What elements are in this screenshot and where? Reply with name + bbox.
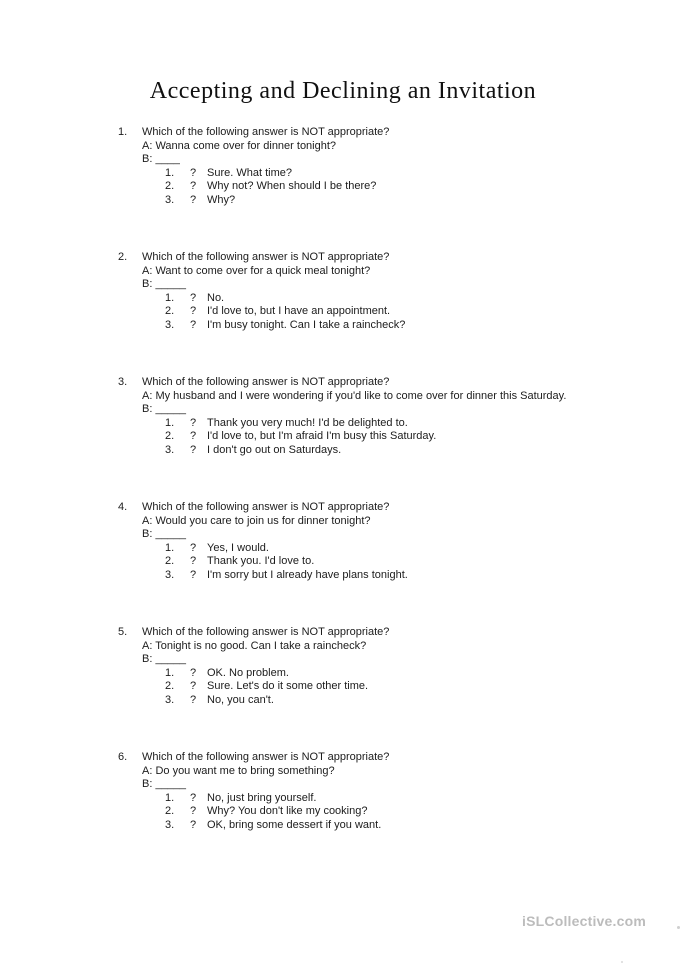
- answer-option: [165, 694, 646, 708]
- answer-option: [165, 292, 646, 306]
- option-text: Why? You don't like my cooking?: [207, 805, 368, 817]
- option-number: 2.: [165, 305, 175, 317]
- answer-option: [165, 305, 646, 319]
- option-number: 3.: [165, 568, 175, 581]
- option-text: No, just bring yourself.: [207, 791, 317, 804]
- question-body: [142, 126, 646, 207]
- option-text: OK, bring some dessert if you want.: [207, 818, 382, 831]
- option-number: 3.: [165, 818, 175, 831]
- question-block-6: [118, 751, 646, 832]
- question-number: 6.: [118, 751, 128, 763]
- option-text: OK. No problem.: [207, 666, 289, 679]
- dialogue-line-a: A: Tonight is no good. Can I take a raincheck?: [142, 639, 367, 652]
- dialogue-line-a: A: Want to come over for a quick meal tonight?: [142, 264, 371, 277]
- option-marker: ?: [190, 818, 197, 831]
- option-marker: ?: [190, 693, 197, 706]
- option-text: Thank you. I'd love to.: [207, 555, 315, 567]
- answer-option: [165, 430, 646, 444]
- answer-option: [165, 667, 646, 681]
- option-text: Thank you very much! I'd be delighted to.: [207, 416, 408, 429]
- option-number: 3.: [165, 443, 175, 456]
- dialogue-line-b: B: _____: [142, 528, 187, 540]
- answer-option: [165, 194, 646, 208]
- option-marker: ?: [190, 555, 197, 567]
- option-marker: ?: [190, 666, 197, 679]
- option-number: 2.: [165, 180, 175, 192]
- answer-option: [165, 569, 646, 583]
- option-marker: ?: [190, 180, 197, 192]
- option-marker: ?: [190, 318, 197, 331]
- option-number: 1.: [165, 541, 175, 554]
- answer-option: [165, 167, 646, 181]
- question-number: 3.: [118, 376, 128, 388]
- dialogue-line-b: B: ____: [142, 153, 180, 165]
- option-marker: ?: [190, 568, 197, 581]
- answer-option: [165, 555, 646, 569]
- worksheet-title: Accepting and Declining an Invitation: [149, 78, 537, 104]
- option-number: 3.: [165, 193, 175, 206]
- question-list: [118, 126, 646, 832]
- option-number: 1.: [165, 791, 175, 804]
- option-number: 3.: [165, 693, 175, 706]
- question-body: [142, 251, 646, 332]
- answer-option: [165, 819, 646, 833]
- dialogue-line-a: A: Do you want me to bring something?: [142, 764, 335, 777]
- question-prompt: Which of the following answer is NOT appropriate?: [142, 251, 390, 263]
- option-marker: ?: [190, 805, 197, 817]
- option-number: 1.: [165, 291, 175, 304]
- option-marker: ?: [190, 166, 197, 179]
- answer-option: [165, 417, 646, 431]
- option-text: Yes, I would.: [207, 541, 269, 554]
- option-text: No.: [207, 291, 225, 304]
- islcollective-watermark: iSLCollective.com: [522, 913, 646, 929]
- dialogue-line-a: A: Would you care to join us for dinner tonight?: [142, 514, 371, 527]
- speck-dot: [621, 961, 623, 963]
- dialogue-line-b: B: _____: [142, 778, 187, 790]
- question-number: 2.: [118, 251, 128, 263]
- speck-dot: [677, 926, 680, 929]
- dialogue-line-a: A: My husband and I were wondering if you'd like to come over for dinner this Saturday.: [142, 389, 567, 402]
- option-marker: ?: [190, 305, 197, 317]
- option-number: 2.: [165, 555, 175, 567]
- option-text: Sure. Let's do it some other time.: [207, 680, 369, 692]
- question-block-2: [118, 251, 646, 332]
- option-marker: ?: [190, 443, 197, 456]
- question-prompt: Which of the following answer is NOT appropriate?: [142, 376, 390, 388]
- answer-option: [165, 805, 646, 819]
- option-text: I'd love to, but I'm afraid I'm busy this Saturday.: [207, 430, 437, 442]
- option-text: I'm busy tonight. Can I take a raincheck?: [207, 318, 406, 331]
- question-body: [142, 751, 646, 832]
- option-number: 3.: [165, 318, 175, 331]
- question-prompt: Which of the following answer is NOT appropriate?: [142, 501, 390, 513]
- option-text: I'd love to, but I have an appointment.: [207, 305, 391, 317]
- option-number: 1.: [165, 416, 175, 429]
- option-number: 2.: [165, 805, 175, 817]
- dialogue-line-b: B: _____: [142, 278, 187, 290]
- option-number: 2.: [165, 430, 175, 442]
- dialogue-line-a: A: Wanna come over for dinner tonight?: [142, 139, 337, 152]
- option-marker: ?: [190, 791, 197, 804]
- option-marker: ?: [190, 680, 197, 692]
- option-number: 1.: [165, 666, 175, 679]
- option-number: 1.: [165, 166, 175, 179]
- question-body: [142, 376, 646, 457]
- option-marker: ?: [190, 193, 197, 206]
- answer-option: [165, 319, 646, 333]
- option-marker: ?: [190, 430, 197, 442]
- question-block-1: [118, 126, 646, 207]
- question-prompt: Which of the following answer is NOT appropriate?: [142, 626, 390, 638]
- answer-option: [165, 542, 646, 556]
- option-marker: ?: [190, 291, 197, 304]
- dialogue-line-b: B: _____: [142, 403, 187, 415]
- option-text: Why?: [207, 193, 236, 206]
- question-prompt: Which of the following answer is NOT appropriate?: [142, 751, 390, 763]
- question-number: 1.: [118, 126, 128, 138]
- question-body: [142, 501, 646, 582]
- dialogue-line-b: B: _____: [142, 653, 187, 665]
- answer-option: [165, 180, 646, 194]
- answer-option: [165, 680, 646, 694]
- option-marker: ?: [190, 541, 197, 554]
- question-block-5: [118, 626, 646, 707]
- answer-option: [165, 792, 646, 806]
- question-block-4: [118, 501, 646, 582]
- question-prompt: Which of the following answer is NOT appropriate?: [142, 126, 390, 138]
- question-number: 5.: [118, 626, 128, 638]
- question-number: 4.: [118, 501, 128, 513]
- option-text: Sure. What time?: [207, 166, 292, 179]
- question-body: [142, 626, 646, 707]
- question-block-3: [118, 376, 646, 457]
- option-text: I'm sorry but I already have plans tonight.: [207, 568, 408, 581]
- option-text: I don't go out on Saturdays.: [207, 443, 342, 456]
- option-number: 2.: [165, 680, 175, 692]
- option-text: No, you can't.: [207, 693, 274, 706]
- answer-option: [165, 444, 646, 458]
- option-marker: ?: [190, 416, 197, 429]
- option-text: Why not? When should I be there?: [207, 180, 377, 192]
